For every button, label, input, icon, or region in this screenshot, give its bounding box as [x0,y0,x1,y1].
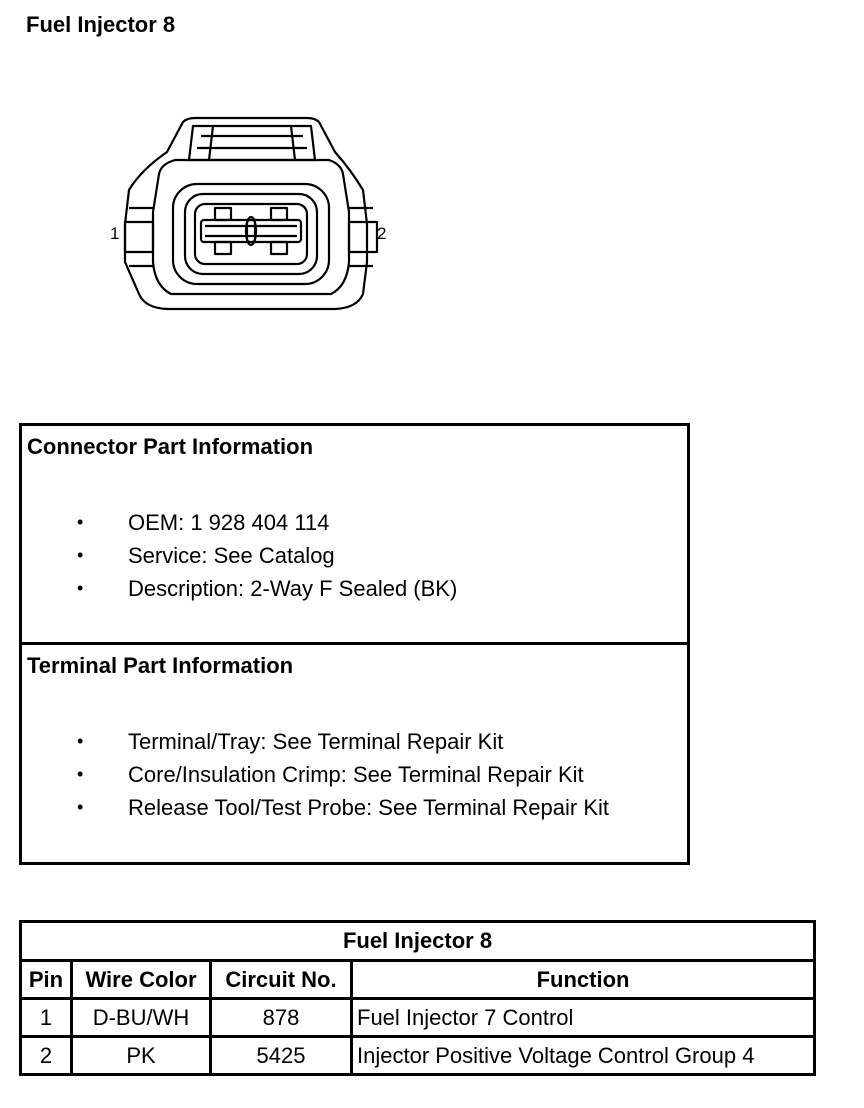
pin-label-1: 1 [110,224,120,243]
connector-housing-outline [125,118,367,309]
wire-color-cell: D-BU/WH [72,999,211,1037]
connector-side-tab-left [125,222,153,252]
pin-label-2: 2 [377,224,387,243]
connector-part-list [77,506,457,605]
table-row [21,999,815,1037]
bullet-icon: • [77,764,84,784]
bullet-icon: • [77,512,84,532]
list-item: • Release Tool/Test Probe: See Terminal Repair Kit [77,791,609,824]
circuit-cell: 878 [211,999,352,1037]
bullet-icon: • [77,731,84,751]
table-caption: Fuel Injector 8 [21,922,815,961]
bullet-icon: • [77,545,84,565]
table-row [21,1037,815,1075]
function-cell: Fuel Injector 7 Control [352,999,815,1037]
part-information-box [19,423,690,865]
bullet-icon: • [77,797,84,817]
connector-cavity [185,194,317,274]
column-header-circuit-no: Circuit No. [211,961,352,999]
wire-color-cell: PK [72,1037,211,1075]
connector-part-section [22,426,687,645]
connector-part-heading: Connector Part Information [27,434,314,459]
pin-cell: 2 [21,1037,72,1075]
column-header-pin: Pin [21,961,72,999]
connector-latch [189,126,315,160]
list-item: • Terminal/Tray: See Terminal Repair Kit [77,725,609,758]
column-header-function: Function [352,961,815,999]
circuit-cell: 5425 [211,1037,352,1075]
list-item: • Service: See Catalog [77,539,457,572]
connector-seal [173,184,329,284]
function-cell: Injector Positive Voltage Control Group 4 [352,1037,815,1075]
terminal-part-heading: Terminal Part Information [27,653,294,678]
connector-side-tab-right [349,222,377,252]
pin-table [19,920,816,1076]
list-item: • Description: 2-Way F Sealed (BK) [77,572,457,605]
list-item: • OEM: 1 928 404 114 [77,506,457,539]
list-item: • Core/Insulation Crimp: See Terminal Repair Kit [77,758,609,791]
terminal-part-list [77,725,609,824]
bullet-icon: • [77,578,84,598]
terminal-part-section [22,645,687,862]
connector-diagram [105,112,385,318]
column-header-wire-color: Wire Color [72,961,211,999]
page-title: Fuel Injector 8 [26,12,176,37]
pin-cell: 1 [21,999,72,1037]
